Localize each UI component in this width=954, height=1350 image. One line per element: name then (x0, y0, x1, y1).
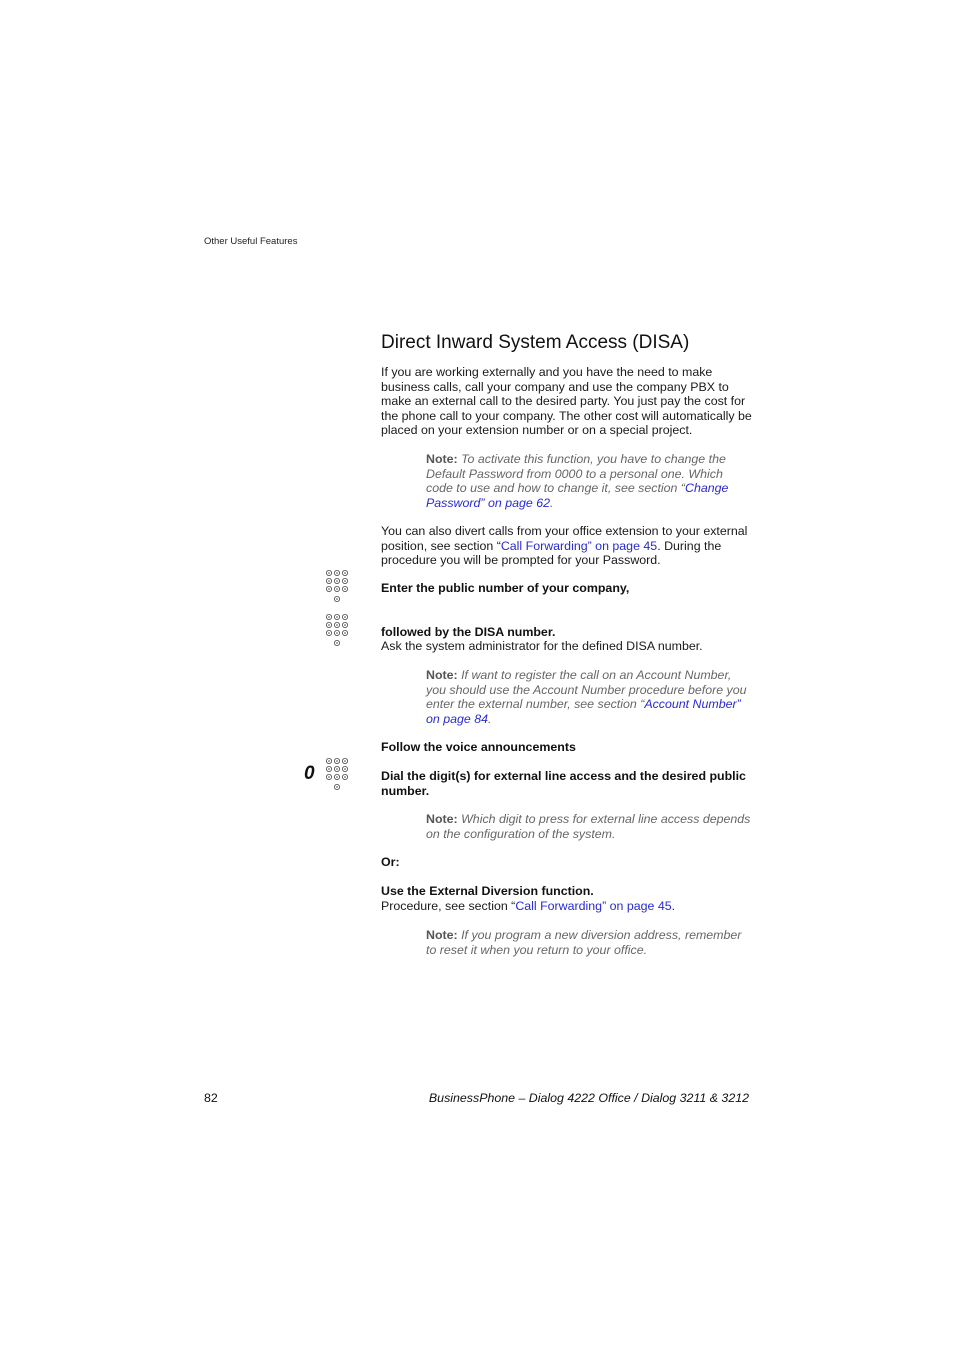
step-external-diversion: Use the External Diversion function. (381, 884, 594, 898)
divert-text: You can also divert calls from your office extension to your external position, see section “ (381, 524, 748, 553)
note-line-access (426, 812, 753, 841)
divert-tail: . During the procedure you will be prompted for your Password. (381, 538, 722, 568)
note-text: If want to register the call on an Account Number, you should use the Account Number procedure before you enter the external number, see section “ (426, 668, 747, 712)
note-label: Note: (426, 812, 458, 826)
note-label: Note: (426, 928, 458, 942)
footer-title: BusinessPhone – Dialog 4222 Office / Dialog 3211 & 3212 (428, 1091, 749, 1105)
procedure-text: Procedure, see section “ (381, 899, 516, 913)
step-disa-number: followed by the DISA number. (381, 625, 556, 639)
step-dial-digits: Dial the digit(s) for external line access and the desired public number. (381, 769, 746, 798)
account-number-link[interactable]: Account Number” on page 84 (426, 697, 741, 726)
step-disa-instruction: Ask the system administrator for the defined DISA number. (381, 639, 703, 653)
note-tail: . (550, 495, 554, 510)
intro-paragraph: If you are working externally and you have the need to make business calls, call your company and use the company PBX to make an external call to the desired party. You just pay the cost for the phone call to your company. The other cost will automatically be placed on your extension number or on a special project. (381, 365, 752, 438)
step-enter-public-number: Enter the public number of your company, (381, 581, 630, 595)
step-voice-announcements: Follow the voice announcements (381, 740, 576, 754)
divert-paragraph (381, 524, 753, 568)
note-diversion-address (426, 928, 753, 957)
procedure-tail: . (671, 899, 676, 913)
running-head: Other Useful Features (204, 236, 298, 247)
note-account-number (426, 668, 753, 726)
keypad-icon (325, 758, 351, 792)
note-password (426, 452, 753, 510)
or-label: Or: (381, 855, 400, 869)
change-password-link[interactable]: Change Password” on page 62 (426, 481, 729, 510)
note-tail: . (488, 711, 492, 726)
note-text: To activate this function, you have to change the Default Password from 0000 to a personal one. Which code to use and how to change it, see section “ (426, 452, 726, 496)
note-text: Which digit to press for external line access depends on the configuration of the system. (426, 812, 751, 841)
note-label: Note: (426, 452, 458, 466)
keypad-icon (325, 614, 351, 648)
keypad-icon (325, 570, 351, 604)
call-forwarding-link[interactable]: Call Forwarding” on page 45 (500, 538, 658, 553)
page-number: 82 (204, 1091, 218, 1105)
call-forwarding-link[interactable]: Call Forwarding” on page 45 (515, 899, 672, 913)
page-title: Direct Inward System Access (DISA) (381, 332, 690, 353)
zero-key-icon: 0 (304, 763, 315, 784)
note-text: If you program a new diversion address, remember to reset it when you return to your office. (426, 928, 742, 957)
note-label: Note: (426, 668, 458, 682)
external-diversion-procedure (381, 899, 753, 914)
